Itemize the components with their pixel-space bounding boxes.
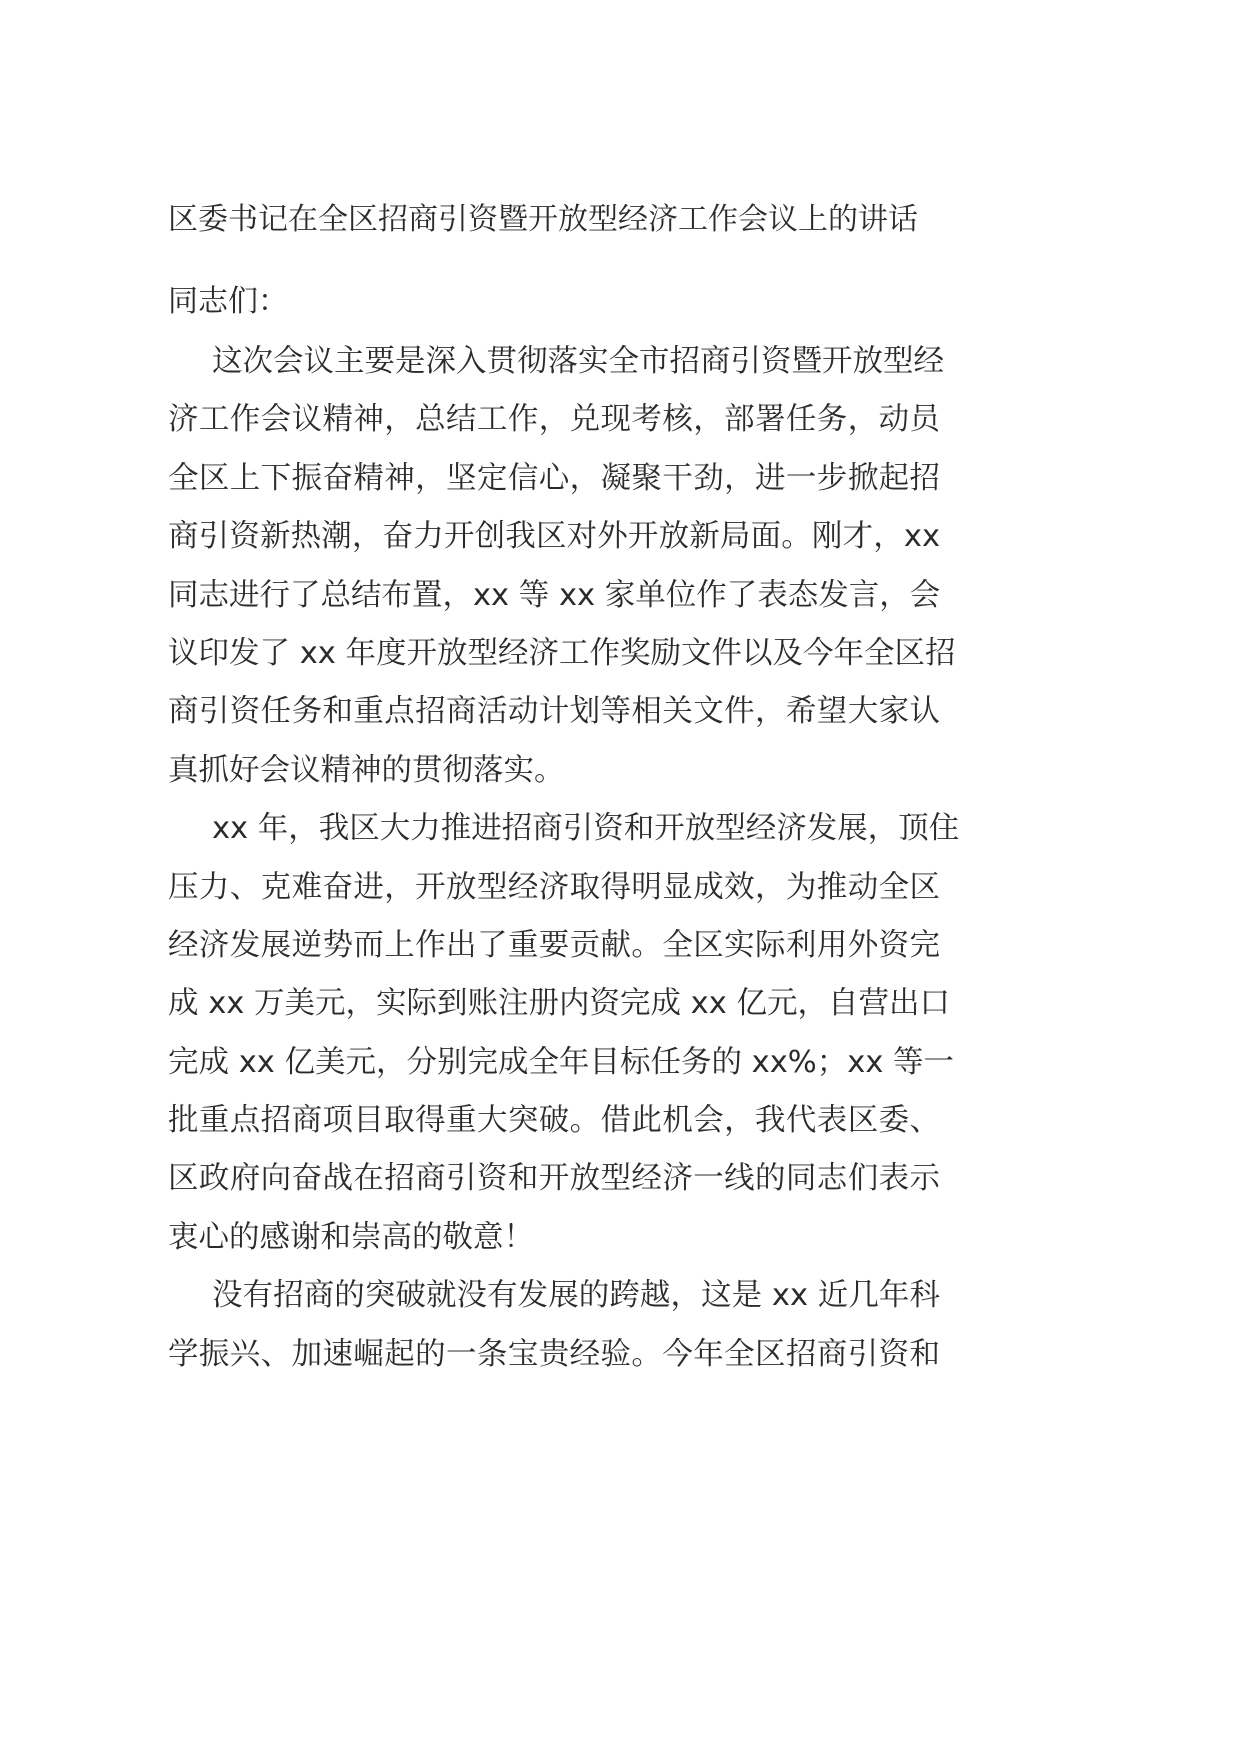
paragraph-line: 商引资新热潮，奋力开创我区对外开放新局面。刚才，xx [168,519,940,555]
paragraph-line: 全区上下振奋精神，坚定信心，凝聚干劲，进一步掀起招 [168,460,940,496]
paragraph-line: 批重点招商项目取得重大突破。借此机会，我代表区委、 [168,1103,940,1139]
paragraph-line: 议印发了 xx 年度开放型经济工作奖励文件以及今年全区招 [168,635,956,671]
paragraph-line: 这次会议主要是深入贯彻落实全市招商引资暨开放型经 [212,344,944,379]
document-body [168,338,960,1389]
paragraph-line: 同志进行了总结布置，xx 等 xx 家单位作了表态发言，会 [168,577,941,613]
paragraph-line: 成 xx 万美元，实际到账注册内资完成 xx 亿元，自营出口 [168,986,950,1022]
greeting: 同志们： [168,284,288,319]
paragraph-line: 经济发展逆势而上作出了重要贡献。全区实际利用外资完 [168,927,940,963]
paragraph-line: 学振兴、加速崛起的一条宝贵经验。今年全区招商引资和 [168,1336,940,1372]
document-title: 区委书记在全区招商引资暨开放型经济工作会议上的讲话 [168,202,918,237]
paragraph-line: 真抓好会议精神的贯彻落实。 [168,752,565,788]
paragraph [168,338,956,805]
paragraph-line: 衷心的感谢和崇高的敬意！ [168,1219,534,1255]
paragraph-line: 完成 xx 亿美元，分别完成全年目标任务的 xx%；xx 等一 [168,1044,955,1080]
paragraph-line: 区政府向奋战在招商引资和开放型经济一线的同志们表示 [168,1161,940,1197]
paragraph-line: 压力、克难奋进，开放型经济取得明显成效，为推动全区 [168,869,940,905]
paragraph-line: 商引资任务和重点招商活动计划等相关文件，希望大家认 [168,694,940,730]
paragraph-line: xx 年，我区大力推进招商引资和开放型经济发展，顶住 [212,811,960,847]
paragraph-line: 济工作会议精神，总结工作，兑现考核，部署任务，动员 [168,402,940,438]
paragraph-line: 没有招商的突破就没有发展的跨越，这是 xx 近几年科 [212,1278,940,1314]
paragraph [168,805,960,1272]
paragraph [168,1272,940,1389]
